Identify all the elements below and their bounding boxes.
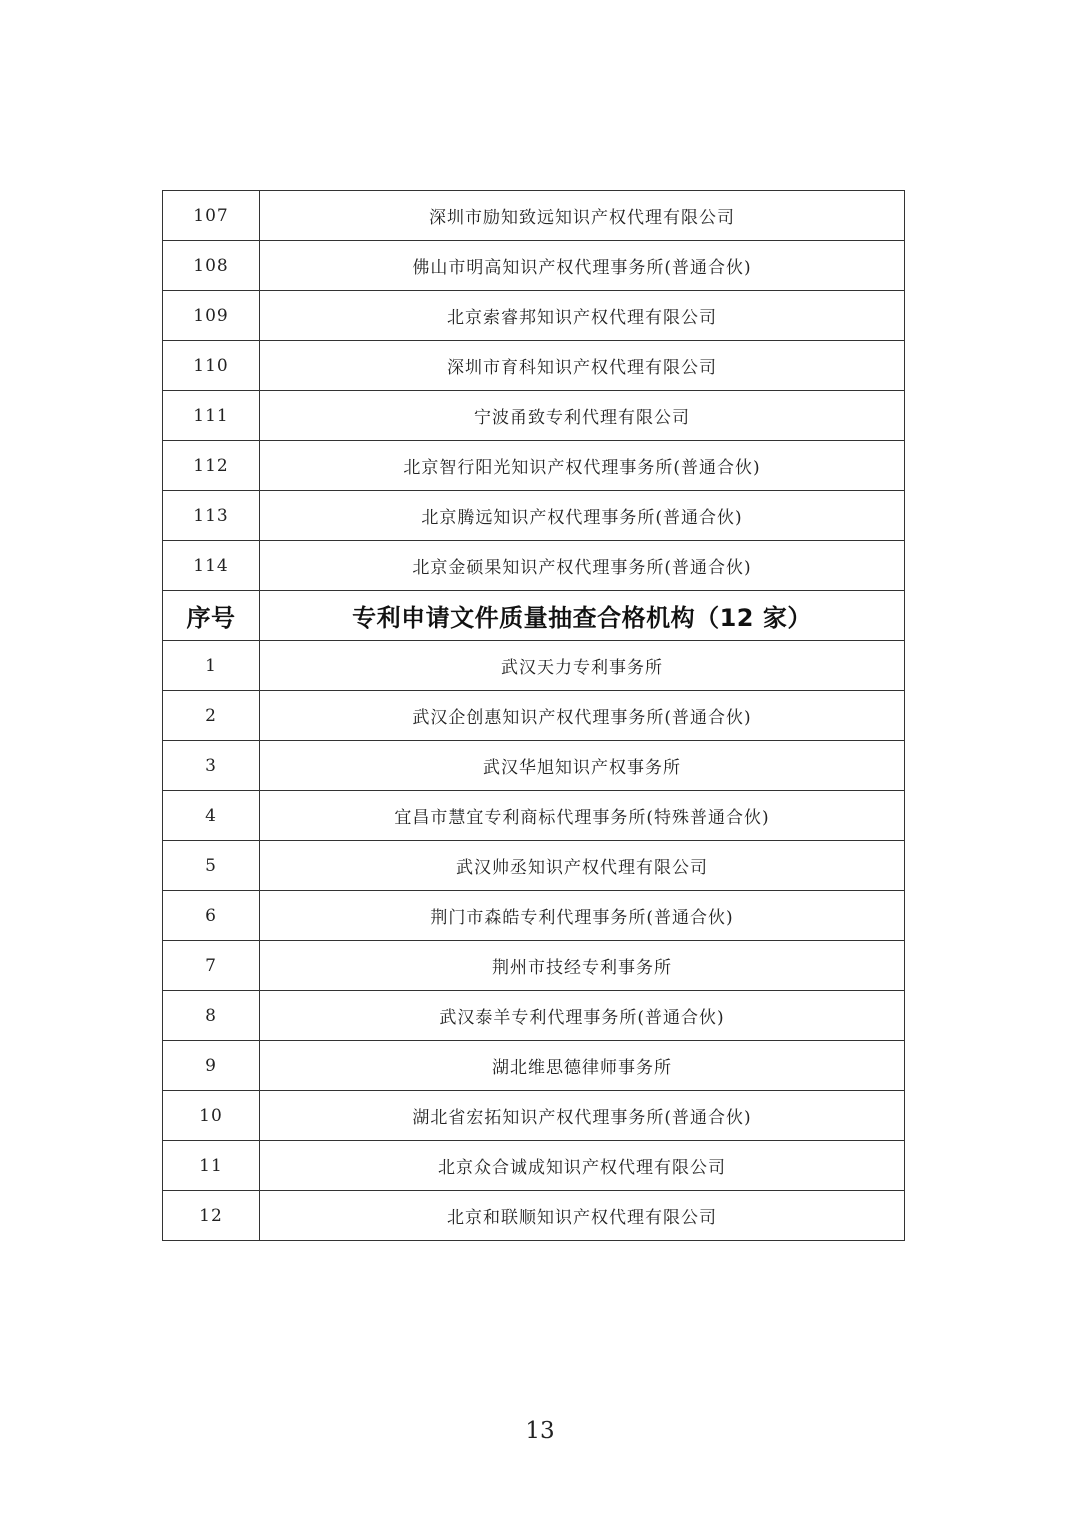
- table-row: [163, 441, 905, 491]
- agency-name: 北京和联顺知识产权代理有限公司: [260, 1191, 905, 1241]
- row-number: 111: [163, 391, 260, 441]
- table-row: [163, 291, 905, 341]
- table-row: [163, 1041, 905, 1091]
- table-row: [163, 791, 905, 841]
- agency-name: 湖北维思德律师事务所: [260, 1041, 905, 1091]
- agency-name: 荆州市技经专利事务所: [260, 941, 905, 991]
- table-row: [163, 341, 905, 391]
- agency-name: 武汉企创惠知识产权代理事务所(普通合伙): [260, 691, 905, 741]
- table-row: [163, 941, 905, 991]
- table-row: [163, 841, 905, 891]
- section-number-label: 序号: [163, 591, 260, 641]
- table-row: [163, 891, 905, 941]
- agency-name: 北京索睿邦知识产权代理有限公司: [260, 291, 905, 341]
- row-number: 1: [163, 641, 260, 691]
- table-row: [163, 1191, 905, 1241]
- agency-name: 荆门市森皓专利代理事务所(普通合伙): [260, 891, 905, 941]
- row-number: 113: [163, 491, 260, 541]
- row-number: 4: [163, 791, 260, 841]
- row-number: 6: [163, 891, 260, 941]
- agency-name: 北京金硕果知识产权代理事务所(普通合伙): [260, 541, 905, 591]
- row-number: 108: [163, 241, 260, 291]
- row-number: 110: [163, 341, 260, 391]
- agency-name: 武汉泰羊专利代理事务所(普通合伙): [260, 991, 905, 1041]
- section-title: 专利申请文件质量抽查合格机构（12 家）: [260, 591, 905, 641]
- table-row: [163, 691, 905, 741]
- page-number: 13: [525, 1418, 555, 1444]
- agency-name: 北京众合诚成知识产权代理有限公司: [260, 1141, 905, 1191]
- table-row: [163, 641, 905, 691]
- table-row: [163, 741, 905, 791]
- table-row: [163, 1091, 905, 1141]
- agency-name: 北京智行阳光知识产权代理事务所(普通合伙): [260, 441, 905, 491]
- row-number: 114: [163, 541, 260, 591]
- table-row: [163, 241, 905, 291]
- row-number: 9: [163, 1041, 260, 1091]
- agency-name: 武汉华旭知识产权事务所: [260, 741, 905, 791]
- agency-name: 宁波甬致专利代理有限公司: [260, 391, 905, 441]
- table-row: [163, 541, 905, 591]
- agency-list-table: [162, 190, 905, 1241]
- agency-name: 武汉天力专利事务所: [260, 641, 905, 691]
- section-header-row: [163, 591, 905, 641]
- agency-name: 佛山市明高知识产权代理事务所(普通合伙): [260, 241, 905, 291]
- table-row: [163, 1141, 905, 1191]
- row-number: 10: [163, 1091, 260, 1141]
- agency-name: 湖北省宏拓知识产权代理事务所(普通合伙): [260, 1091, 905, 1141]
- table-row: [163, 191, 905, 241]
- agency-name: 深圳市励知致远知识产权代理有限公司: [260, 191, 905, 241]
- agency-name: 北京腾远知识产权代理事务所(普通合伙): [260, 491, 905, 541]
- row-number: 7: [163, 941, 260, 991]
- agency-list-body: [163, 191, 905, 1241]
- row-number: 8: [163, 991, 260, 1041]
- table-row: [163, 491, 905, 541]
- agency-name: 宜昌市慧宜专利商标代理事务所(特殊普通合伙): [260, 791, 905, 841]
- row-number: 109: [163, 291, 260, 341]
- row-number: 107: [163, 191, 260, 241]
- agency-name: 武汉帅丞知识产权代理有限公司: [260, 841, 905, 891]
- row-number: 12: [163, 1191, 260, 1241]
- row-number: 11: [163, 1141, 260, 1191]
- table-row: [163, 391, 905, 441]
- row-number: 3: [163, 741, 260, 791]
- row-number: 2: [163, 691, 260, 741]
- row-number: 5: [163, 841, 260, 891]
- agency-name: 深圳市育科知识产权代理有限公司: [260, 341, 905, 391]
- table-row: [163, 991, 905, 1041]
- row-number: 112: [163, 441, 260, 491]
